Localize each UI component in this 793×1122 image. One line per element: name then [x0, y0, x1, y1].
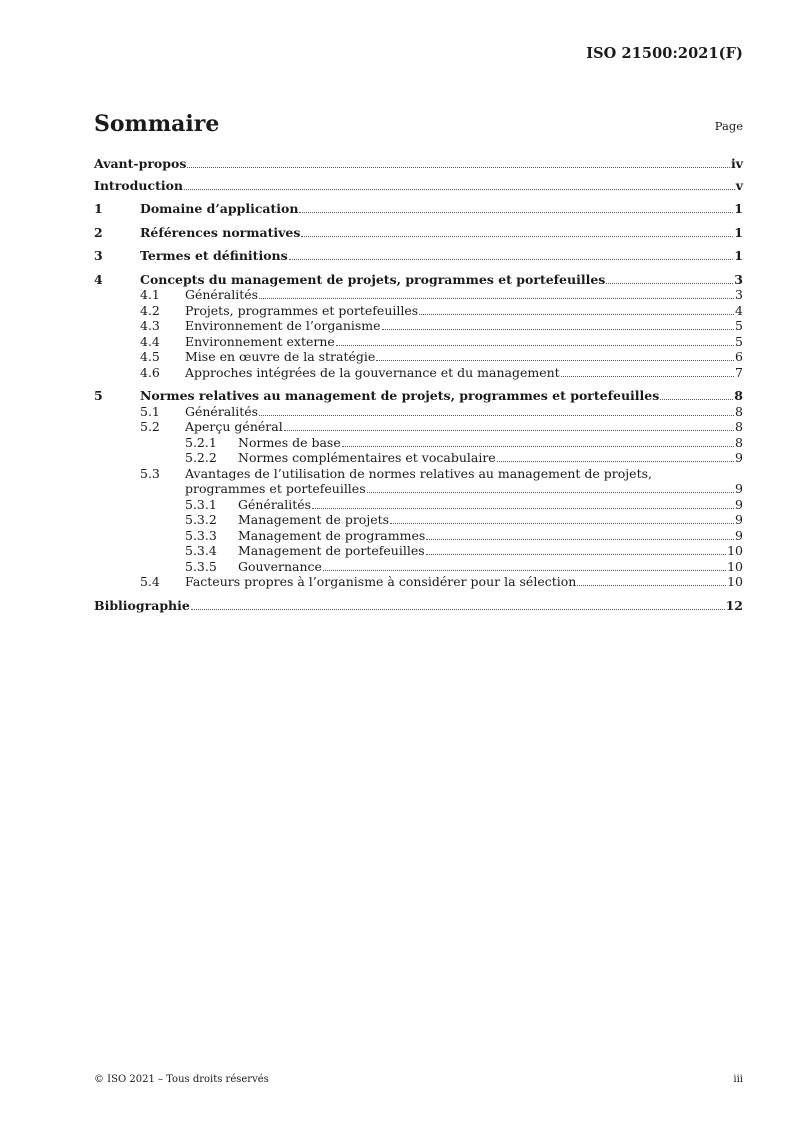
toc-entry-page: v	[735, 177, 743, 193]
dot-leader	[299, 212, 733, 213]
toc-entry-page: iv	[730, 156, 743, 171]
toc-entry-number: 2	[94, 224, 103, 240]
toc-entry-label: Introduction	[94, 177, 184, 193]
dot-leader	[606, 283, 733, 284]
toc-entry-2[interactable]	[94, 225, 743, 241]
toc-entry-5-2[interactable]	[94, 419, 743, 435]
toc-entry-page: 1	[734, 248, 743, 263]
toc-entry-4-1[interactable]	[94, 287, 743, 303]
toc-entry-number: 5.2.2	[185, 450, 217, 465]
toc-entry-page: 8	[735, 403, 743, 419]
toc-entry-label: Bibliographie	[94, 597, 190, 613]
toc-entry-label: Avant-propos	[94, 156, 187, 171]
toc-entry-number: 4.6	[140, 364, 160, 380]
toc-entry-number: 5.3.1	[185, 496, 217, 512]
toc-entry-page: 1	[734, 201, 743, 216]
dot-leader	[342, 446, 734, 447]
toc-entry-page: 6	[735, 349, 743, 364]
toc-entry-page: 10	[727, 558, 743, 574]
toc-entry-4-3[interactable]	[94, 318, 743, 334]
toc-entry-label: Gouvernance	[238, 558, 322, 574]
dot-leader	[323, 570, 726, 571]
toc-entry-label: Généralités	[185, 287, 259, 302]
toc-title: Sommaire	[94, 111, 220, 137]
footer-copyright: © ISO 2021 – Tous droits réservés	[94, 1074, 269, 1085]
dot-leader	[561, 376, 734, 377]
toc-entry-label: Mise en œuvre de la stratégie	[185, 349, 376, 364]
toc-entry-page: 4	[735, 302, 743, 318]
toc-entry-label: Management de portefeuilles	[238, 543, 425, 558]
toc-entry-number: 5.4	[140, 574, 160, 589]
toc-entry-5-3-line2[interactable]	[94, 481, 743, 497]
toc-entry-number: 4.5	[140, 349, 160, 364]
toc-entry-page: 7	[735, 364, 743, 380]
page-column-label: Page	[714, 119, 743, 133]
dot-leader	[382, 329, 735, 330]
toc-entry-number: 4.1	[140, 287, 160, 302]
toc-entry-5-2-1[interactable]	[94, 435, 743, 451]
toc-entry-label-continued: programmes et portefeuilles	[185, 481, 366, 496]
dot-leader	[376, 360, 734, 361]
toc-entry-page: 10	[727, 574, 743, 589]
dot-leader	[577, 585, 726, 586]
toc-entry-5-4[interactable]	[94, 574, 743, 590]
toc-entry-number: 1	[94, 201, 103, 216]
dot-leader	[191, 609, 725, 610]
toc-entry-label: Normes complémentaires et vocabulaire	[238, 450, 496, 465]
toc-entry-page: 1	[734, 224, 743, 240]
toc-entry-label: Termes et définitions	[140, 248, 288, 263]
toc-entry-label: Normes relatives au management de projets, programmes et portefeuilles	[140, 388, 660, 403]
toc-entry-page: 8	[734, 388, 743, 403]
toc-entry-number: 4.4	[140, 333, 160, 349]
toc-entry-4-6[interactable]	[94, 365, 743, 381]
document-id: ISO 21500:2021(F)	[586, 45, 743, 62]
toc-entry-page: 12	[725, 597, 743, 613]
dot-leader	[184, 189, 735, 190]
toc-entry-5-3-5[interactable]	[94, 559, 743, 575]
toc-entry-label: Concepts du management de projets, programmes et portefeuilles	[140, 271, 606, 287]
toc-entry-number: 5.1	[140, 403, 160, 419]
dot-leader	[419, 314, 734, 315]
toc-entry-5-3-1[interactable]	[94, 497, 743, 513]
toc-entry-number: 4	[94, 271, 103, 287]
toc-entry-number: 4.3	[140, 318, 160, 333]
toc-entry-4-4[interactable]	[94, 334, 743, 350]
toc-entry-number: 5.3.3	[185, 527, 217, 543]
toc-entry-page: 5	[735, 318, 743, 333]
toc-entry-4-2[interactable]	[94, 303, 743, 319]
toc-entry-5-3-2[interactable]	[94, 512, 743, 528]
toc-entry-label: Généralités	[238, 496, 312, 512]
table-of-contents	[94, 156, 743, 613]
dot-leader	[284, 430, 734, 431]
toc-entry-page: 9	[735, 512, 743, 527]
dot-leader	[497, 461, 734, 462]
toc-entry-bibliographie[interactable]	[94, 598, 743, 614]
toc-entry-page: 3	[734, 271, 743, 287]
toc-entry-label: Avantages de l’utilisation de normes relatives au management de projets,	[185, 465, 652, 481]
toc-entry-label: Management de projets	[238, 512, 390, 527]
toc-entry-5-3-line1[interactable]	[94, 466, 743, 482]
toc-entry-page: 9	[735, 481, 743, 496]
toc-entry-5-2-2[interactable]	[94, 450, 743, 466]
toc-entry-page: 9	[735, 496, 743, 512]
toc-entry-label: Environnement de l’organisme	[185, 318, 381, 333]
toc-entry-1[interactable]	[94, 201, 743, 217]
toc-entry-page: 3	[735, 287, 743, 302]
toc-entry-label: Approches intégrées de la gouvernance et du management	[185, 364, 560, 380]
toc-entry-label: Généralités	[185, 403, 259, 419]
toc-entry-5-1[interactable]	[94, 404, 743, 420]
toc-entry-label: Domaine d’application	[140, 201, 299, 216]
toc-entry-introduction[interactable]	[94, 178, 743, 194]
toc-entry-number: 5.3.5	[185, 558, 217, 574]
dot-leader	[336, 345, 734, 346]
dot-leader	[426, 554, 726, 555]
toc-entry-number: 5.2.1	[185, 434, 217, 450]
toc-entry-3[interactable]	[94, 248, 743, 264]
toc-entry-label: Environnement externe	[185, 333, 335, 349]
toc-entry-number: 5	[94, 388, 103, 403]
toc-entry-5-3-3[interactable]	[94, 528, 743, 544]
dot-leader	[390, 523, 734, 524]
toc-entry-label: Management de programmes	[238, 527, 426, 543]
dot-leader	[259, 415, 734, 416]
toc-entry-page: 9	[735, 527, 743, 543]
toc-entry-page: 8	[735, 434, 743, 450]
toc-entry-page: 5	[735, 333, 743, 349]
footer-page-number: iii	[733, 1074, 743, 1085]
toc-entry-label: Facteurs propres à l’organisme à considérer pour la sélection	[185, 574, 577, 589]
toc-entry-label: Projets, programmes et portefeuilles	[185, 302, 419, 318]
toc-entry-5[interactable]	[94, 388, 743, 404]
dot-leader	[301, 236, 733, 237]
toc-entry-label: Aperçu général	[185, 419, 283, 434]
toc-entry-number: 3	[94, 248, 103, 263]
toc-entry-number: 5.2	[140, 419, 160, 434]
toc-entry-number: 5.3.2	[185, 512, 217, 527]
dot-leader	[187, 167, 730, 168]
toc-entry-number: 4.2	[140, 302, 160, 318]
toc-entry-page: 10	[727, 543, 743, 558]
dot-leader	[367, 492, 734, 493]
toc-entry-label: Normes de base	[238, 434, 341, 450]
dot-leader	[289, 259, 734, 260]
toc-entry-4[interactable]	[94, 272, 743, 288]
toc-entry-page: 9	[735, 450, 743, 465]
toc-entry-4-5[interactable]	[94, 349, 743, 365]
toc-entry-number: 5.3	[140, 465, 160, 481]
toc-entry-page: 8	[735, 419, 743, 434]
toc-entry-5-3-4[interactable]	[94, 543, 743, 559]
dot-leader	[426, 539, 734, 540]
dot-leader	[312, 508, 734, 509]
dot-leader	[259, 298, 734, 299]
toc-entry-number: 5.3.4	[185, 543, 217, 558]
toc-entry-avant-propos[interactable]	[94, 156, 743, 172]
toc-entry-label: Références normatives	[140, 224, 301, 240]
dot-leader	[660, 399, 733, 400]
